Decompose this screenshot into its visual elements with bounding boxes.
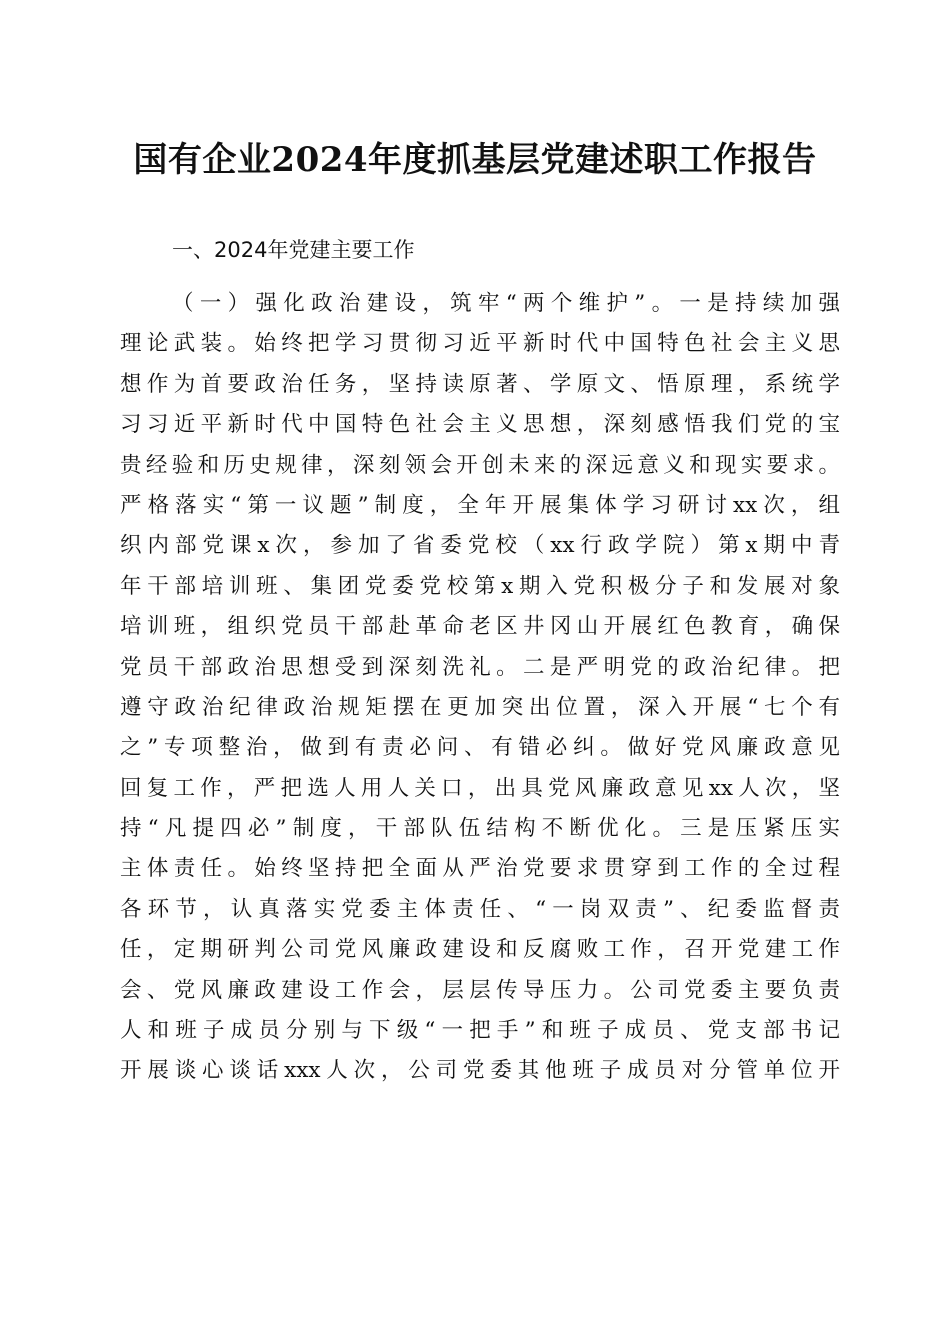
body-line: 想作为首要政治任务，坚持读原著、学原文、悟原理，系统学 bbox=[120, 371, 840, 397]
body-line: 持“凡提四必”制度，干部队伍结构不断优化。三是压紧压实 bbox=[120, 816, 840, 842]
body-line: 会、党风廉政建设工作会，层层传导压力。公司党委主要负责 bbox=[120, 977, 840, 1003]
body-line: 织内部党课x次，参加了省委党校（xx行政学院）第x期中青 bbox=[120, 533, 840, 559]
body-line: 回复工作，严把选人用人关口，出具党风廉政意见xx人次，坚 bbox=[120, 775, 840, 801]
body-line: 之”专项整治，做到有责必问、有错必纠。做好党风廉政意见 bbox=[120, 735, 840, 761]
body-line: 遵守政治纪律政治规矩摆在更加突出位置，深入开展“七个有 bbox=[120, 694, 840, 720]
body-text bbox=[120, 284, 840, 1092]
body-line: 开展谈心谈话xxx人次，公司党委其他班子成员对分管单位开 bbox=[120, 1058, 840, 1084]
body-line: 党员干部政治思想受到深刻洗礼。二是严明党的政治纪律。把 bbox=[120, 654, 840, 680]
body-line: 贵经验和历史规律，深刻领会开创未来的深远意义和现实要求。 bbox=[120, 452, 840, 478]
body-line: 各环节，认真落实党委主体责任、“一岗双责”、纪委监督责 bbox=[120, 896, 840, 922]
document-title: 国有企业2024年度抓基层党建述职工作报告 bbox=[133, 140, 817, 180]
body-line: 严格落实“第一议题”制度，全年开展集体学习研讨xx次，组 bbox=[120, 492, 840, 518]
body-line: 习习近平新时代中国特色社会主义思想，深刻感悟我们党的宝 bbox=[120, 412, 840, 438]
body-line: （一）强化政治建设，筑牢“两个维护”。一是持续加强 bbox=[172, 291, 840, 316]
body-line: 年干部培训班、集团党委党校第x期入党积极分子和发展对象 bbox=[120, 573, 840, 599]
body-line: 理论武装。始终把学习贯彻习近平新时代中国特色社会主义思 bbox=[120, 331, 840, 357]
section-heading: 一、2024年党建主要工作 bbox=[172, 238, 415, 262]
body-line: 培训班，组织党员干部赴革命老区井冈山开展红色教育，确保 bbox=[120, 614, 840, 640]
body-line: 任，定期研判公司党风廉政建设和反腐败工作，召开党建工作 bbox=[120, 937, 840, 963]
body-line: 主体责任。始终坚持把全面从严治党要求贯穿到工作的全过程 bbox=[120, 856, 840, 882]
body-line: 人和班子成员分别与下级“一把手”和班子成员、党支部书记 bbox=[120, 1018, 840, 1044]
